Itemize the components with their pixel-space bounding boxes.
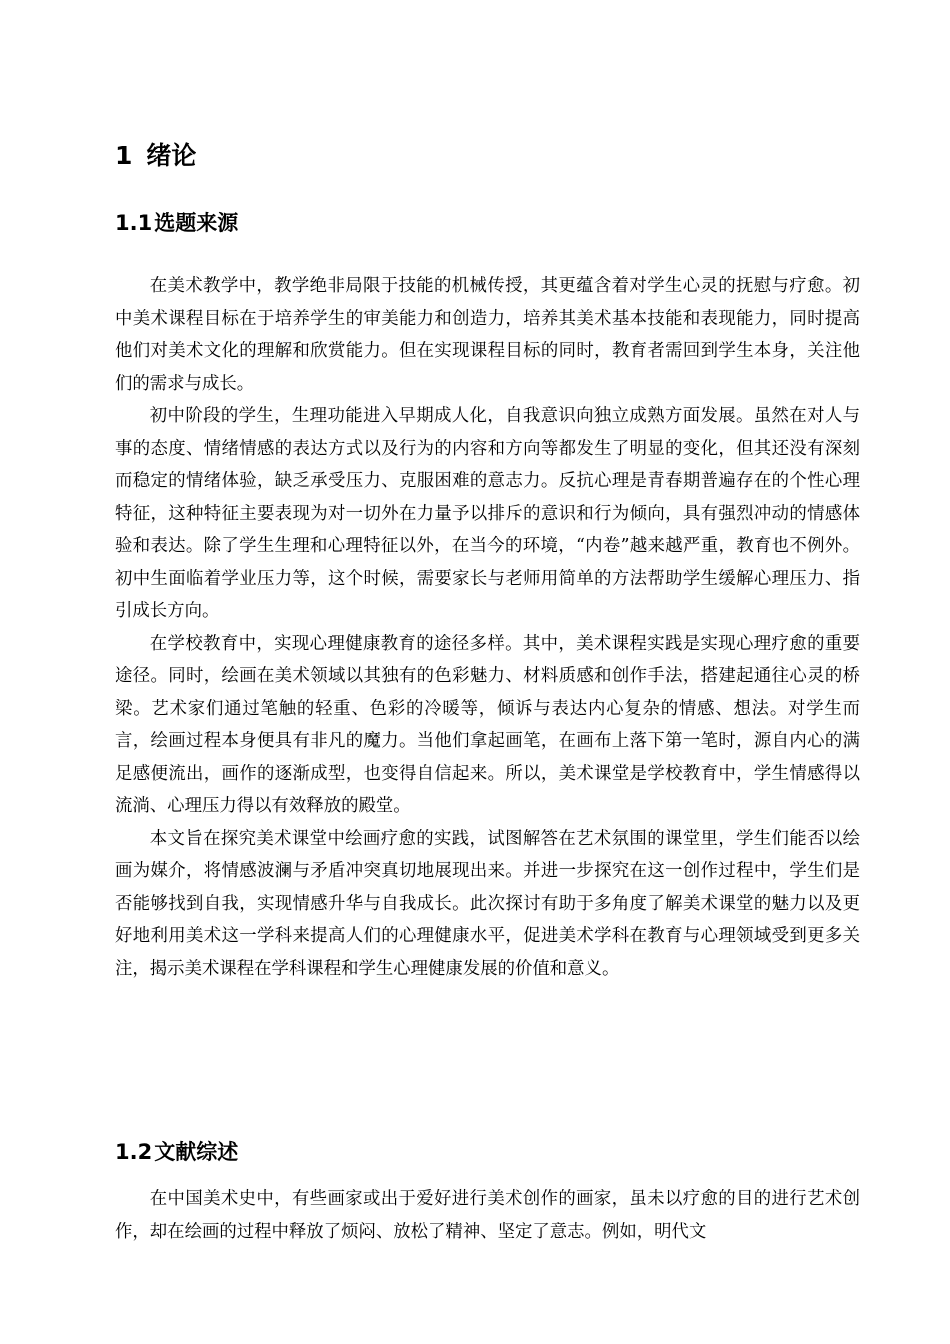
section-title-text: 选题来源 [154, 211, 239, 235]
paragraph: 本文旨在探究美术课堂中绘画疗愈的实践，试图解答在艺术氛围的课堂里，学生们能否以绘画为媒介，将情感波澜与矛盾冲突真切地展现出来。并进一步探究在这一创作过程中，学生们是否能够找到自我，实现情感升华与自我成长。此次探讨有助于多角度了解美术课堂的魅力以及更好地利用美术这一学科来提高人们的心理健康水平，促进美术学科在教育与心理领域受到更多关注，揭示美术课程在学科课程和学生心理健康发展的价值和意义。 [115, 828, 860, 979]
chapter-title-text: 绪论 [146, 141, 197, 170]
paragraph: 初中阶段的学生，生理功能进入早期成人化，自我意识向独立成熟方面发展。虽然在对人与事的态度、情绪情感的表达方式以及行为的内容和方向等都发生了明显的变化，但其还没有深刻而稳定的情绪体验，缺乏承受压力、克服困难的意志力。反抗心理是青春期普遍存在的个性心理特征，这种特征主要表现为对一切外在力量予以排斥的意识和行为倾向，具有强烈冲动的情感体验和表达。除了学生生理和心理特征以外，在当今的环境，“内卷”越来越严重，教育也不例外。初中生面临着学业压力等，这个时候，需要家长与老师用简单的方法帮助学生缓解心理压力、指引成长方向。 [115, 406, 860, 621]
paragraph: 在学校教育中，实现心理健康教育的途径多样。其中，美术课程实践是实现心理疗愈的重要途径。同时，绘画在美术领域以其独有的色彩魅力、材料质感和创作手法，搭建起通往心灵的桥梁。艺术家们通过笔触的轻重、色彩的冷暖等，倾诉与表达内心复杂的情感、想法。对学生而言，绘画过程本身便具有非凡的魔力。当他们拿起画笔，在画布上落下第一笔时，源自内心的满足感便流出，画作的逐渐成型，也变得自信起来。所以，美术课堂是学校教育中，学生情感得以流淌、心理压力得以有效释放的殿堂。 [115, 633, 860, 816]
chapter-number: 1 [115, 141, 133, 170]
paragraph: 在美术教学中，教学绝非局限于技能的机械传授，其更蕴含着对学生心灵的抚慰与疗愈。初中美术课程目标在于培养学生的审美能力和创造力，培养其美术基本技能和表现能力，同时提高他们对美术文化的理解和欣赏能力。但在实现课程目标的同时，教育者需回到学生本身，关注他们的需求与成长。 [115, 276, 860, 394]
paragraph: 在中国美术史中，有些画家或出于爱好进行美术创作的画家，虽未以疗愈的目的进行艺术创作，却在绘画的过程中释放了烦闷、放松了精神、坚定了意志。例如，明代文 [115, 1189, 860, 1242]
section-number: 1.2 [115, 1140, 153, 1164]
section-heading-1-2 [115, 1138, 238, 1166]
section-body-1-1 [115, 270, 860, 985]
section-heading-1-1 [115, 209, 238, 237]
section-title-text: 文献综述 [154, 1140, 239, 1164]
section-number: 1.1 [115, 211, 153, 235]
chapter-heading [115, 140, 196, 172]
section-body-1-2 [115, 1183, 860, 1248]
